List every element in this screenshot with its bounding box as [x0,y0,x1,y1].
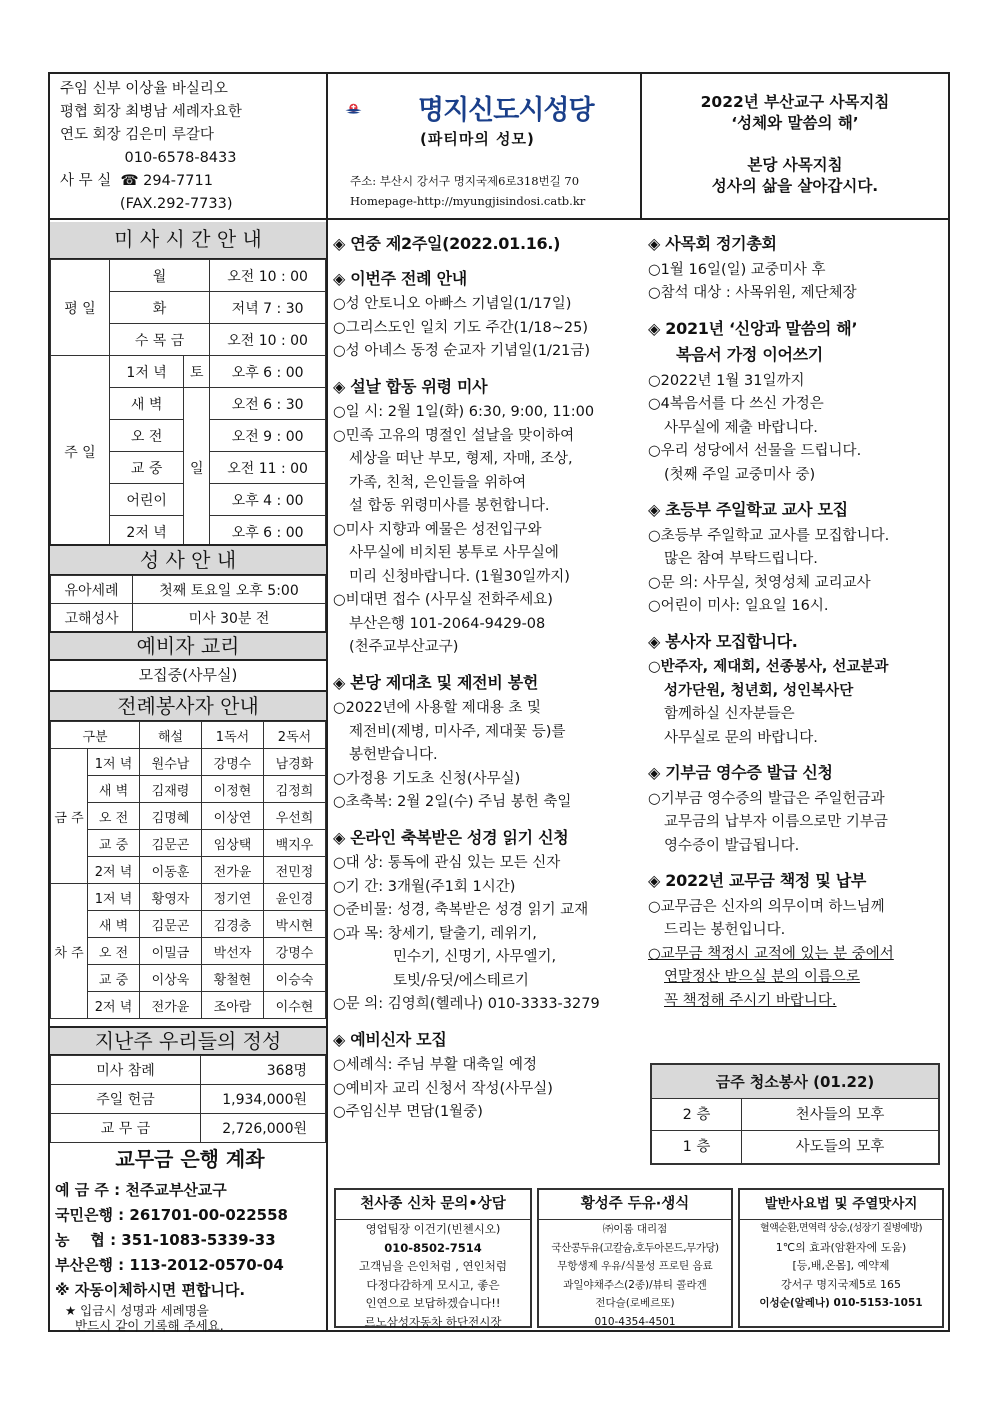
mass-time: 오전 10 : 00 [210,260,326,292]
server-slot: 오 전 [88,803,140,830]
notice-item-cont: 함께하실 신자분들은 [664,706,795,722]
catechumen-text: 모집중(사무실) [50,660,326,692]
ad-line: 이성순(알레나) 010-5153-1051 [759,1297,923,1309]
bank-line: 부산은행 : 113-2012-0570-04 [55,1256,284,1274]
next-week-label: 차 주 [51,884,88,1019]
notice-heading: ◈ 이번주 전례 안내 [333,268,467,288]
server-name: 원수남 [140,749,202,776]
bank-line: 예 금 주 : 천주교부산교구 [55,1181,227,1199]
server-name: 강명수 [202,749,264,776]
header-divider [48,218,950,220]
contact-line: 연도 회장 김은미 루갈다 [60,127,214,143]
server-name: 윤인경 [264,884,326,911]
contact-line: 사 무 실 ☎ 294-7711 [60,173,213,189]
notice-item: ○세례식: 주님 부활 대축일 예정 [333,1057,538,1073]
sacrament-time: 첫째 토요일 오후 5:00 [133,576,326,604]
sacrament-table [50,575,326,632]
ad-title: 발반사요법 및 주열맛사지 [740,1190,942,1220]
server-slot: 새 벽 [88,911,140,938]
notice-heading: ◈ 사목회 정기총회 [648,234,777,253]
homepage-link[interactable]: Homepage-http://myungjisindosi.catb.kr [350,194,586,208]
cleaning-row [652,1099,938,1131]
ad-line: 1℃의 효과(암환자에 도움) [775,1240,907,1254]
ad-line: 무항생제 우유/식물성 프로틴 음료 [557,1260,713,1272]
church-subtitle: (파티마의 성모) [420,130,535,148]
notice-item-cont: 설 합동 위령미사를 봉헌합니다. [349,498,550,514]
server-name: 이동훈 [140,857,202,884]
ad-title: 천사종 신차 문의•상담 [336,1190,530,1220]
notice-item-cont: 사무실에 비치된 봉투로 사무실에 [349,545,559,561]
guideline-line: 본당 사목지침 [747,156,843,174]
catechumen-title: 예비자 교리 [50,631,326,661]
mass-slot: 교 중 [109,452,183,484]
offering-table [50,1055,326,1143]
server-name: 이승숙 [264,965,326,992]
server-slot: 교 중 [88,965,140,992]
notice-item-cont: 사무실로 문의 바랍니다. [664,729,818,746]
col-divider-right-top [640,72,642,220]
server-name: 황철현 [202,965,264,992]
bank-line: ※ 자동이체하시면 편합니다. [55,1281,246,1299]
offering-value: 2,726,000원 [201,1114,326,1143]
offering-title: 지난주 우리들의 정성 [50,1026,326,1056]
server-name: 이상욱 [140,965,202,992]
notice-item: ○미사 지향과 예물은 성전입구와 [333,521,542,538]
ad-line: 010-4354-4501 [594,1315,676,1328]
notice-item: ○가정용 기도초 신청(사무실) [333,770,521,787]
notice-item: ○초등부 주일학교 교사를 모집합니다. [648,527,890,544]
notice-heading: ◈ 설날 합동 위령 미사 [333,376,488,396]
bank-note: ★ 입금시 성명과 세례명을 [65,1303,209,1318]
server-slot: 2저 녁 [88,857,140,884]
notice-item-cont: 영수증이 발급됩니다. [664,837,800,854]
server-slot: 오 전 [88,938,140,965]
server-name: 이수현 [264,992,326,1019]
notice-item: ○4복음서를 다 쓰신 가정은 [648,396,824,412]
notice-item: ○그리스도인 일치 기도 주간(1/18~25) [333,319,589,336]
ad-massage [738,1188,944,1328]
server-name: 박시현 [264,911,326,938]
mass-slot: 새 벽 [109,388,183,420]
ad-line: 강서구 명지국제5로 165 [781,1277,901,1291]
contact-line: 010-6578-8433 [60,150,237,166]
notice-item-cont: 민수기, 신명기, 사무엘기, [393,949,557,965]
contact-line: 평협 회장 최병남 세례자요한 [60,104,242,120]
notice-item: ○반주자, 제대회, 선종봉사, 선교분과 [648,659,889,675]
notice-item: ○우리 성당에서 선물을 드립니다. [648,443,862,459]
notice-item-cont: 드리는 봉헌입니다. [664,922,786,938]
notice-heading: ◈ 기부금 영수증 발급 신청 [648,763,833,782]
server-slot: 교 중 [88,830,140,857]
church-logo-icon [345,84,415,134]
ad-line: [등,배,온몸], 예약제 [792,1259,890,1272]
guideline-spacer [650,134,940,155]
cleaning-table [650,1063,940,1165]
notice-item: ○참석 대상 : 사목위원, 제단체장 [648,285,857,301]
notice-item-cont: 부산은행 101-2064-9429-08 [349,615,546,632]
servers-head: 구분 [51,722,140,749]
server-name: 조아람 [202,992,264,1019]
mass-times-table [50,259,326,548]
mass-day: 화 [109,292,209,324]
cleaning-group: 천사들의 모후 [795,1107,885,1123]
notice-heading: ◈ 온라인 축복받은 성경 읽기 신청 [333,827,569,847]
notice-item: ○과 목: 창세기, 탈출기, 레위기, [333,925,537,942]
notice-item-cont: 미리 신청바랍니다. (1월30일까지) [349,568,570,585]
this-week-label: 금 주 [51,749,88,884]
ad-line: 국산콩두유(고칼슘,호두아몬드,무가당) [551,1241,719,1254]
server-name: 김문곤 [140,911,202,938]
servers-table [50,721,326,1019]
notice-heading: ◈ 봉사자 모집합니다. [648,631,798,651]
mass-day-sun: 일 [184,388,210,548]
mass-day: 수 목 금 [109,324,209,356]
server-name: 남경화 [264,749,326,776]
mass-time: 저녁 7 : 30 [210,292,326,324]
ad-line: 르노삼성자동차 하단전시장 [364,1314,502,1329]
notice-item-cont: (첫째 주일 교중미사 중) [664,466,816,483]
notice-item-cont: 사무실에 제출 바랍니다. [664,419,818,436]
servers-title: 전례봉사자 안내 [50,690,326,722]
address: 주소: 부산시 강서구 명지국제6로318번길 70 [350,174,580,188]
ad-line: 다정다감하게 모시고, 좋은 [366,1277,500,1292]
notice-item-cont: 토빗/유딧/에스테르기 [393,972,529,989]
guideline-line: 성사의 삶을 살아갑시다. [711,177,879,195]
ad-line: 010-8502-7514 [384,1240,482,1255]
sacrament-title: 성 사 안 내 [50,544,326,576]
notice-heading: ◈ 연중 제2주일(2022.01.16.) [333,234,561,253]
mass-slot: 2저 녁 [109,516,183,548]
server-name: 이상연 [202,803,264,830]
ad-line: 전다슬(로베르또) [595,1297,675,1309]
offering-value: 368명 [201,1056,326,1085]
server-name: 김문곤 [140,830,202,857]
contact-info [60,78,330,216]
notice-item-cont: 성가단원, 청년회, 성인복사단 [664,682,854,699]
server-name: 전가윤 [202,857,264,884]
server-name: 이정현 [202,776,264,803]
notice-heading: ◈ 2022년 교무금 책정 및 납부 [648,871,867,890]
notice-heading: ◈ 예비신자 모집 [333,1029,447,1049]
server-slot: 2저 녁 [88,992,140,1019]
notice-item: ○교무금 책정시 교적에 있는 분 중에서 [648,945,894,962]
ad-line: ㈜이롬 대리점 [602,1223,668,1235]
ad-line: 인연으로 보답하겠습니다!! [365,1296,501,1310]
mass-time: 오후 6 : 00 [210,516,326,548]
notice-item: ○성 아녜스 동정 순교자 기념일(1/21금) [333,343,591,359]
mass-time: 오전 10 : 00 [210,324,326,356]
sacrament-name: 고해성사 [51,604,133,632]
cleaning-title: 금주 청소봉사 (01.22) [652,1065,938,1099]
server-slot: 새 벽 [88,776,140,803]
ad-line: 혈액순환,면역력 상승,(성장기 질병예방) [760,1223,922,1234]
server-name: 임상택 [202,830,264,857]
server-name: 우선희 [264,803,326,830]
offering-label: 주일 헌금 [51,1085,201,1114]
ad-line: 영업팀장 이건기(빈첸시오) [365,1222,501,1236]
mass-slot: 오 전 [109,420,183,452]
notice-item-cont: 가족, 친척, 은인들을 위하여 [349,474,527,491]
notice-item: ○1월 16일(일) 교중미사 후 [648,261,826,278]
mass-day-sat: 토 [184,356,210,388]
notice-item: ○어린이 미사: 일요일 16시. [648,598,829,614]
notice-item-cont: 제전비(제병, 미사주, 제대꽃 등)를 [349,723,566,740]
mass-time: 오전 9 : 00 [210,420,326,452]
server-name: 백지우 [264,830,326,857]
notice-item: ○2022년 1월 31일까지 [648,372,805,389]
server-name: 강명수 [264,938,326,965]
notice-item-cont: 많은 참여 부탁드립니다. [664,551,818,567]
server-name: 김명혜 [140,803,202,830]
notice-item-cont: (천주교부산교구) [349,639,459,655]
server-name: 김경충 [202,911,264,938]
notice-heading: ◈ 2021년 ‘신앙과 말씀의 해’ [648,318,858,338]
ad-title: 황성주 두유·생식 [539,1190,731,1220]
offering-label: 미사 참례 [51,1056,201,1085]
weekday-label: 평 일 [51,260,110,356]
ad-line: 과일야채주스(2종)/뷰티 콜라겐 [563,1278,707,1291]
notice-item-cont: 연말정산 받으실 분의 이름으로 [664,969,860,985]
server-name: 이밀금 [140,938,202,965]
mass-slot: 어린이 [109,484,183,516]
contact-line: (FAX.292-7733) [60,196,233,212]
notice-item-cont: 꼭 책정해 주시기 바랍니다. [664,992,837,1009]
mass-time: 오전 11 : 00 [210,452,326,484]
server-slot: 1저 녁 [88,884,140,911]
notice-item: ○준비물: 성경, 축복받은 성경 읽기 교재 [333,902,589,918]
mass-day: 월 [109,260,209,292]
mass-slot: 1저 녁 [109,356,183,388]
notice-item: ○주임신부 면담(1월중) [333,1104,483,1120]
sacrament-name: 유아세례 [51,576,133,604]
bank-title: 교무금 은행 계좌 [115,1147,265,1171]
server-name: 황영자 [140,884,202,911]
offering-label: 교 무 금 [51,1114,201,1143]
offering-value: 1,934,000원 [201,1085,326,1114]
guideline-line: 2022년 부산교구 사목지침 [700,93,890,111]
notice-item: ○초축복: 2월 2일(수) 주님 봉헌 축일 [333,794,572,810]
notice-item: ○교무금은 신자의 의무이며 하느님께 [648,898,885,915]
notice-item: ○기부금 영수증의 발급은 주일헌금과 [648,790,885,807]
church-name: 명지신도시성당 [418,95,594,126]
guideline-line: ‘성체와 말씀의 해’ [731,114,859,132]
notice-item: ○일 시: 2월 1일(화) 6:30, 9:00, 11:00 [333,404,595,420]
notice-item: ○예비자 교리 신청서 작성(사무실) [333,1080,553,1097]
notice-item-cont: 세상을 떠난 부모, 형제, 자매, 조상, [349,451,573,467]
notice-item: ○2022년에 사용할 제대용 초 및 [333,700,542,716]
notice-item-cont: 교무금의 납부자 이름으로만 기부금 [664,814,888,830]
servers-head: 2독서 [264,722,326,749]
server-name: 박선자 [202,938,264,965]
bank-accounts [55,1147,325,1333]
server-slot: 1저 녁 [88,749,140,776]
ad-soymilk [537,1188,733,1328]
cleaning-group: 사도들의 모후 [795,1139,885,1155]
server-name: 김재령 [140,776,202,803]
cleaning-floor: 1 층 [652,1131,742,1163]
notice-heading: ◈ 초등부 주일학교 교사 모집 [648,500,848,519]
col-divider-left [326,218,328,1332]
mass-time: 오전 6 : 30 [210,388,326,420]
notice-item-cont: 봉헌받습니다. [349,747,438,763]
servers-head: 1독서 [202,722,264,749]
bank-note: 반드시 같이 기록해 주세요. [75,1318,224,1333]
server-name: 전민정 [264,857,326,884]
pastoral-guideline [650,92,940,197]
notice-item: ○성 안토니오 아빠스 기념일(1/17일) [333,296,572,312]
mass-times-title: 미 사 시 간 안 내 [50,222,326,260]
notices-right [648,232,943,1013]
notice-item: ○민족 고유의 명절인 설날을 맞이하여 [333,427,575,444]
cleaning-floor: 2 층 [652,1099,742,1130]
cleaning-row [652,1131,938,1163]
notices-middle [333,232,638,1125]
sacrament-time: 미사 30분 전 [133,604,326,632]
notice-heading: ◈ 본당 제대초 및 제전비 봉헌 [333,672,539,692]
ad-line: 고객님을 은인처럼 , 연인처럼 [359,1259,507,1273]
notice-item: ○기 간: 3개월(주1회 1시간) [333,878,516,895]
col-divider-left-top [326,72,328,220]
notice-heading: 복음서 가정 이어쓰기 [676,345,823,364]
mass-time: 오후 6 : 00 [210,356,326,388]
bank-line: 농 협 : 351-1083-5339-33 [55,1231,276,1249]
notice-item: ○문 의: 사무실, 첫영성체 교리교사 [648,574,871,591]
server-name: 김정희 [264,776,326,803]
notice-item: ○대 상: 통독에 관심 있는 모든 신자 [333,855,561,871]
bank-line: 국민은행 : 261701-00-022558 [55,1206,288,1224]
notice-item: ○문 의: 김영희(헬레나) 010-3333-3279 [333,996,600,1012]
mass-time: 오후 4 : 00 [210,484,326,516]
notice-item: ○비대면 접수 (사무실 전화주세요) [333,592,553,608]
sunday-label: 주 일 [51,356,110,548]
contact-line: 주임 신부 이상율 바실리오 [60,81,228,97]
server-name: 전가윤 [140,992,202,1019]
ad-car [334,1188,532,1328]
server-name: 정기연 [202,884,264,911]
servers-head: 해설 [140,722,202,749]
